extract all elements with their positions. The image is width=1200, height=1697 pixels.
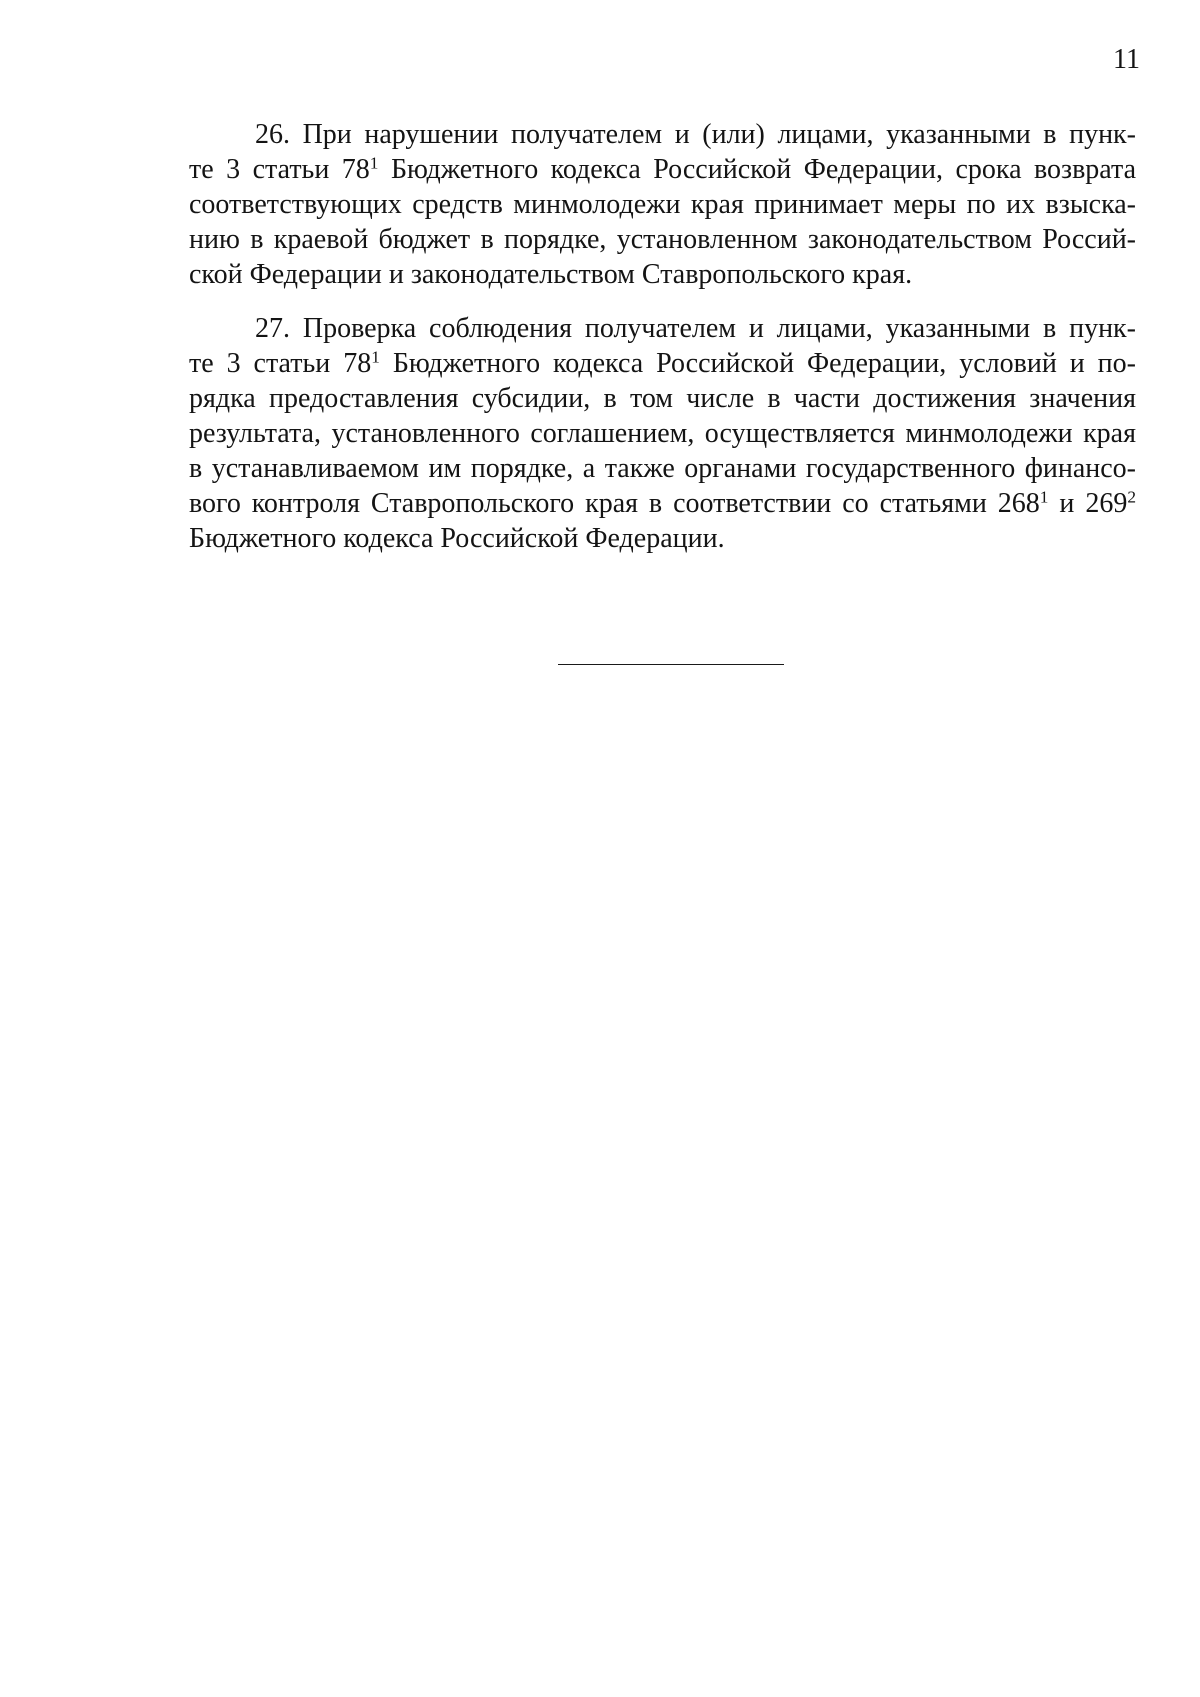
end-of-document-rule [558, 664, 784, 665]
paragraph-line: в устанавливаемом им порядке, а также органами государственного финансо- [189, 453, 1136, 484]
paragraph-line: соответствующих средств минмолодежи края принимает меры по их взыска- [189, 189, 1136, 220]
paragraph-line: рядка предоставления субсидии, в том числе в части достижения значения [189, 383, 1136, 414]
superscript: 1 [369, 153, 379, 173]
superscript: 2 [1127, 487, 1137, 507]
page-number: 11 [1113, 44, 1140, 75]
paragraph-line: те 3 статьи $78^1$ Бюджетного кодекса Российской Федерации, условий и по- [189, 347, 1136, 379]
superscript: 1 [1039, 487, 1049, 507]
paragraph-line: те 3 статьи $78^1$ Бюджетного кодекса Российской Федерации, срока возврата [189, 153, 1136, 185]
paragraph-line: 26. При нарушении получателем и (или) лицами, указанными в пунк- [255, 119, 1136, 150]
paragraph-line: результата, установленного соглашением, осуществляется минмолодежи края [189, 418, 1136, 449]
superscript: 1 [371, 347, 380, 367]
paragraph-line: ской Федерации и законодательством Ставропольского края. [189, 259, 913, 290]
paragraph-line: 27. Проверка соблюдения получателем и лицами, указанными в пунк- [255, 313, 1136, 344]
paragraph-27 [189, 311, 1136, 556]
paragraph-line: нию в краевой бюджет в порядке, установленном законодательством Россий- [189, 224, 1136, 255]
paragraph-line: вого контроля Ставропольского края в соответствии со статьями $268^1$ и $269^2$ [189, 487, 1137, 519]
paragraph-line: Бюджетного кодекса Российской Федерации. [189, 523, 725, 554]
paragraph-26 [189, 117, 1136, 292]
